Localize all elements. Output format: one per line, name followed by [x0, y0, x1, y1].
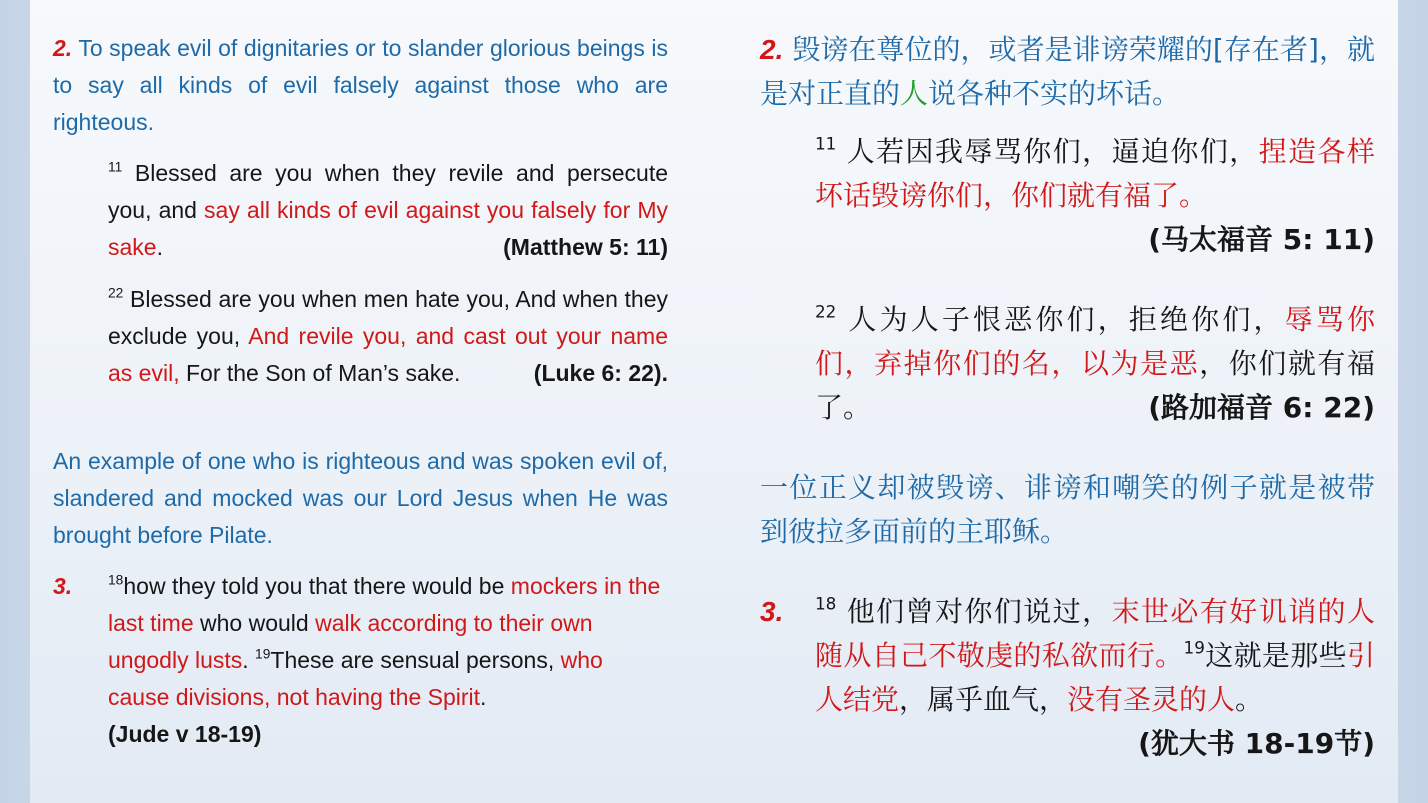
quote-text: 人为人子恨恶你们，拒绝你们， [848, 303, 1285, 336]
jude-quote-cn [760, 590, 1375, 766]
highlighted-text: 人 [900, 77, 929, 110]
highlighted-text: 引人结党 [815, 639, 1375, 716]
point-2-text: To speak evil of dignitaries or to slander glorious beings is to say all kinds of evil falsely against those who are righteous. [53, 35, 668, 135]
quote-text: ，属乎血气， [899, 683, 1068, 716]
example-text: 一位正义却被毁谤、诽谤和嘲笑的例子就是被带到彼拉多面前的主耶稣。 [760, 471, 1375, 548]
matthew-quote [108, 155, 668, 266]
verse-number: 18 [108, 572, 124, 588]
highlighted-text: 捏造各样坏话毁谤你们，你们就有福了。 [815, 135, 1375, 212]
example-paragraph [53, 443, 668, 554]
scripture-reference: (Luke 6: 22). [533, 360, 668, 386]
point-2-paragraph [53, 30, 668, 141]
luke-quote-cn [815, 298, 1375, 430]
jude-quote [53, 568, 668, 753]
scripture-reference: (犹大书 18-19节) [1138, 727, 1375, 760]
point-number: 2. [760, 34, 784, 65]
quote-text: 他们曾对你们说过， [846, 595, 1112, 628]
quote-text: who would [193, 610, 316, 636]
verse-number: 19 [1183, 637, 1205, 658]
verse-number: 19 [255, 646, 271, 662]
quote-text: 。 [1235, 683, 1264, 716]
highlighted-text: who cause divisions, not having the Spirit [108, 647, 603, 710]
quote-text: For the Son of Man’s sake. [179, 360, 461, 386]
highlighted-text: say all kinds of evil against you falsely for My sake [108, 197, 668, 260]
highlighted-text: 没有圣灵的人 [1067, 683, 1236, 716]
quote-text: 这就是那些 [1204, 639, 1347, 672]
point-2-text: 毁谤在尊位的，或者是诽谤荣耀的[存在者]，就是对正直的 [760, 33, 1375, 110]
scripture-reference: (Matthew 5: 11) [503, 234, 668, 260]
example-text: An example of one who is righteous and was spoken evil of, slandered and mocked was our Lord Jesus when He was brought before Pilate. [53, 448, 668, 548]
highlighted-text: mockers in the last time [108, 573, 661, 636]
verse-number: 11 [815, 133, 837, 154]
scripture-reference: (路加福音 6: 22) [1148, 391, 1375, 424]
verse-number: 22 [815, 301, 837, 322]
highlighted-text: And revile you, and cast out your name as evil, [108, 323, 668, 386]
matthew-quote-cn [815, 130, 1375, 262]
example-paragraph-cn [760, 466, 1375, 554]
highlighted-text: 末世必有好讥诮的人随从自己不敬虔的私欲而行。 [815, 595, 1375, 672]
point-number: 2. [53, 35, 73, 61]
highlighted-text: 辱骂你们，弃掉你们的名，以为是恶 [815, 303, 1375, 380]
verse-number: 18 [815, 593, 837, 614]
verse-number: 11 [108, 159, 123, 175]
point-number: 3. [53, 573, 73, 599]
quote-text: . [156, 234, 163, 260]
point-2-text: 说各种不实的坏话。 [928, 77, 1181, 110]
highlighted-text: walk according to their own ungodly lusts [108, 610, 593, 673]
quote-text: . [480, 684, 487, 710]
luke-quote [108, 281, 668, 392]
quote-text: These are sensual persons, [270, 647, 561, 673]
quote-text: ，你们就有福了。 [815, 347, 1375, 424]
quote-text: Blessed are you when they revile and persecute you, and [108, 160, 668, 223]
quote-text: 人若因我辱骂你们，逼迫你们， [846, 135, 1259, 168]
quote-text: . [242, 647, 256, 673]
scripture-reference: (Jude v 18-19) [108, 721, 262, 747]
scripture-reference: (马太福音 5: 11) [1148, 223, 1375, 256]
quote-text: Blessed are you when men hate you, And when they exclude you, [108, 286, 668, 349]
quote-text: how they told you that there would be [123, 573, 511, 599]
point-number: 3. [760, 596, 784, 627]
point-2-paragraph-cn [760, 28, 1375, 116]
verse-number: 22 [108, 285, 124, 301]
